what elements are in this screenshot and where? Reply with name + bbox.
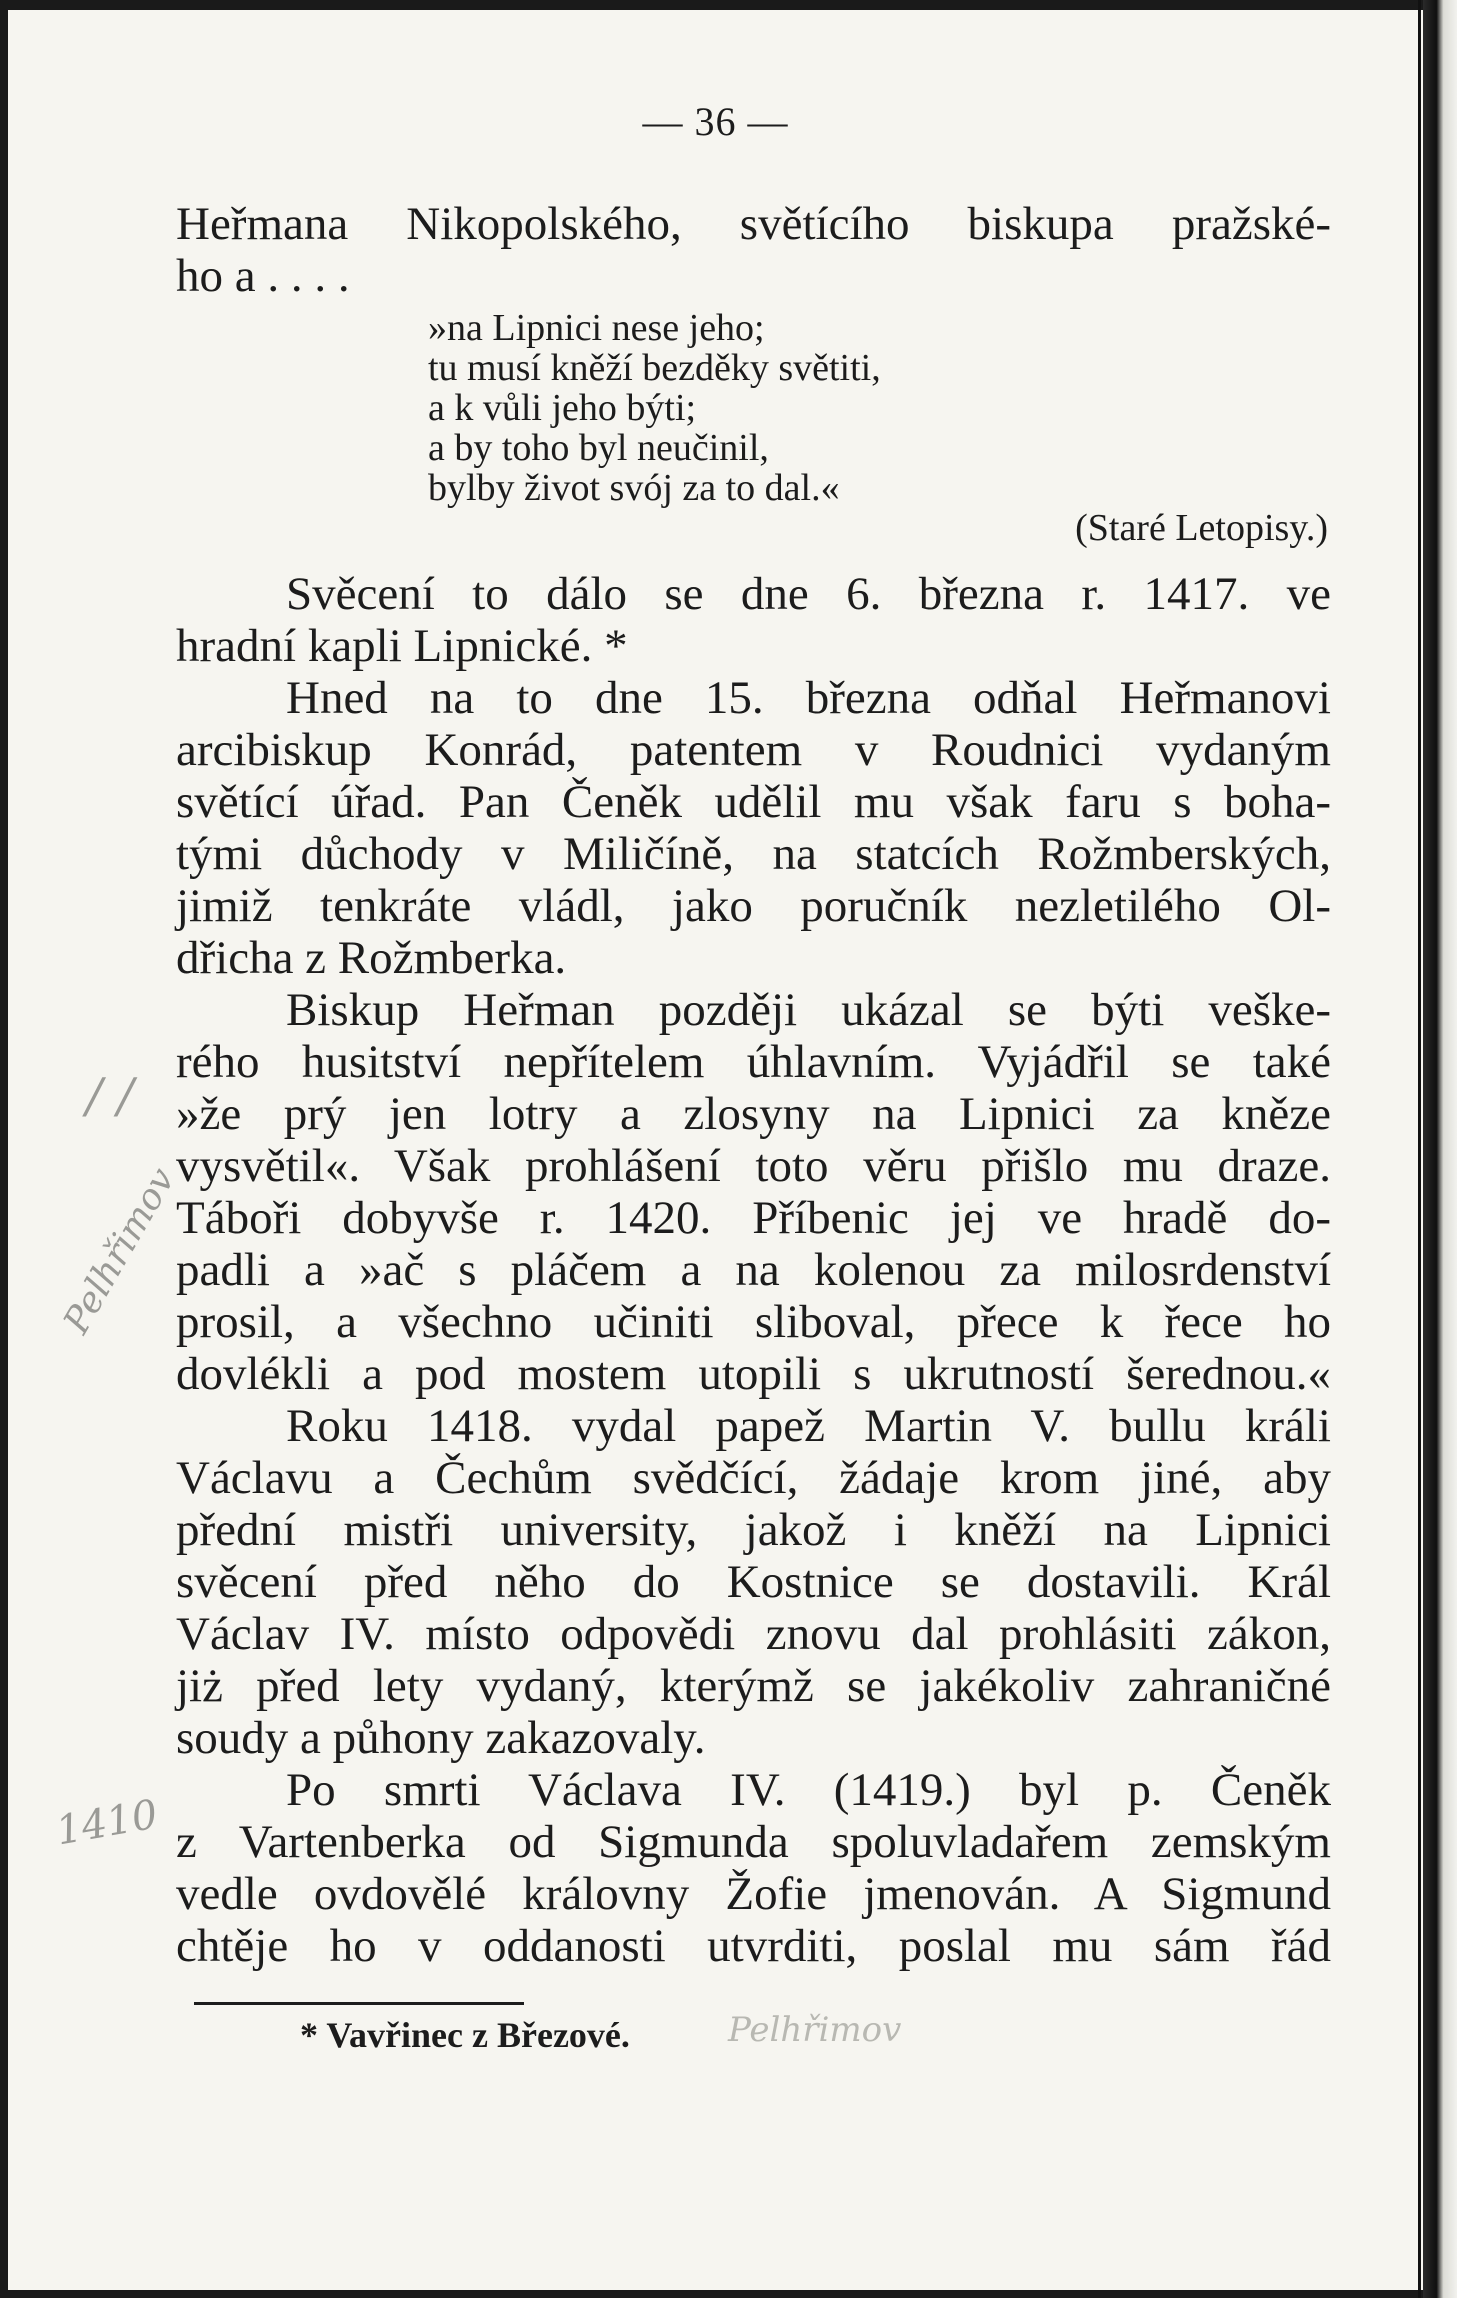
paragraph-intro <box>176 198 1331 302</box>
text-line: tými důchody v Miličíně, na statcích Rožmberských, <box>176 828 1331 880</box>
text-line: Václavu a Čechům svědčící, žádaje krom jiné, aby <box>176 1452 1331 1504</box>
text-line: Po smrti Václava IV. (1419.) byl p. Čeněk <box>286 1764 1331 1816</box>
text-line: světící úřad. Pan Čeněk udělil mu však faru s boha- <box>176 776 1331 828</box>
paragraph-5 <box>176 1764 1331 1972</box>
paragraph-3 <box>176 984 1331 1400</box>
text-line: svěcení před něho do Kostnice se dostavili. Král <box>176 1556 1331 1608</box>
text-line: Heřmana Nikopolského, světícího biskupa pražské- <box>176 198 1331 250</box>
text-line: vysvětil«. Však prohlášení toto věru přišlo mu draze. <box>176 1140 1331 1192</box>
book-page <box>8 10 1423 2290</box>
text-line: Svěcení to dálo se dne 6. března r. 1417. ve <box>286 568 1331 620</box>
quote-line: »na Lipnici nese jeho; <box>428 307 765 349</box>
paragraph-4 <box>176 1400 1331 1764</box>
page-number: — 36 — <box>642 99 789 144</box>
margin-note: Pelhřimov <box>728 2010 902 2050</box>
footnote: * Vavřinec z Březové. <box>300 2015 630 2055</box>
margin-note: 1410 <box>52 1791 162 1855</box>
text-line: hradní kapli Lipnické. * <box>176 620 628 672</box>
quote-line: bylby život svój za to dal.« <box>428 467 840 509</box>
text-line: vedle ovdovělé královny Žofie jmenován. A Sigmund <box>176 1868 1331 1920</box>
footnote-divider <box>194 2002 524 2005</box>
text-line: rého husitství nepřítelem úhlavním. Vyjádřil se také <box>176 1036 1331 1088</box>
text-line: padli a »ač s pláčem a na kolenou za milosrdenství <box>176 1244 1331 1296</box>
quote-line: a k vůli jeho býti; <box>428 387 697 429</box>
paragraph-1 <box>176 568 1331 672</box>
text-line: soudy a půhony zakazovaly. <box>176 1712 706 1764</box>
page-edge <box>1423 0 1457 2298</box>
quote-source: (Staré Letopisy.) <box>1075 507 1328 549</box>
text-line: ho a . . . . <box>176 250 350 302</box>
quote-line: a by toho byl neučinil, <box>428 427 769 469</box>
page-edge-line <box>1418 0 1421 2298</box>
text-line: dřicha z Rožmberka. <box>176 932 567 984</box>
text-line: prosil, a všechno učiniti sliboval, přece k řece ho <box>176 1296 1331 1348</box>
verse-quote <box>428 308 881 508</box>
text-line: z Vartenberka od Sigmunda spoluvladařem zemským <box>176 1816 1331 1868</box>
quote-line: tu musí kněží bezděky světiti, <box>428 347 881 389</box>
text-line: Táboři dobyvše r. 1420. Příbenic jej ve hradě do- <box>176 1192 1331 1244</box>
text-line: Václav IV. místo odpovědi znovu dal prohlásiti zákon, <box>176 1608 1331 1660</box>
text-line: »že prý jen lotry a zlosyny na Lipnici za kněze <box>176 1088 1331 1140</box>
text-line: jimiž tenkráte vládl, jako poručník nezletilého Ol- <box>176 880 1331 932</box>
text-line: přední mistři university, jakož i kněží na Lipnici <box>176 1504 1331 1556</box>
text-line: Hned na to dne 15. března odňal Heřmanovi <box>286 672 1331 724</box>
paragraph-2 <box>176 672 1331 984</box>
text-line: jiż před lety vydaný, kterýmž se jakékoliv zahraničné <box>176 1660 1331 1712</box>
text-line: dovlékli a pod mostem utopili s ukrutností šerednou.« <box>176 1348 1331 1400</box>
text-line: arcibiskup Konrád, patentem v Roudnici vydaným <box>176 724 1331 776</box>
margin-note: / / <box>86 1068 134 1124</box>
margin-note: Pelhřimov <box>56 1161 184 1341</box>
text-line: Roku 1418. vydal papež Martin V. bullu králi <box>286 1400 1331 1452</box>
text-line: chtěje ho v oddanosti utvrditi, poslal mu sám řád <box>176 1920 1331 1972</box>
text-line: Biskup Heřman později ukázal se býti veške- <box>286 984 1331 1036</box>
